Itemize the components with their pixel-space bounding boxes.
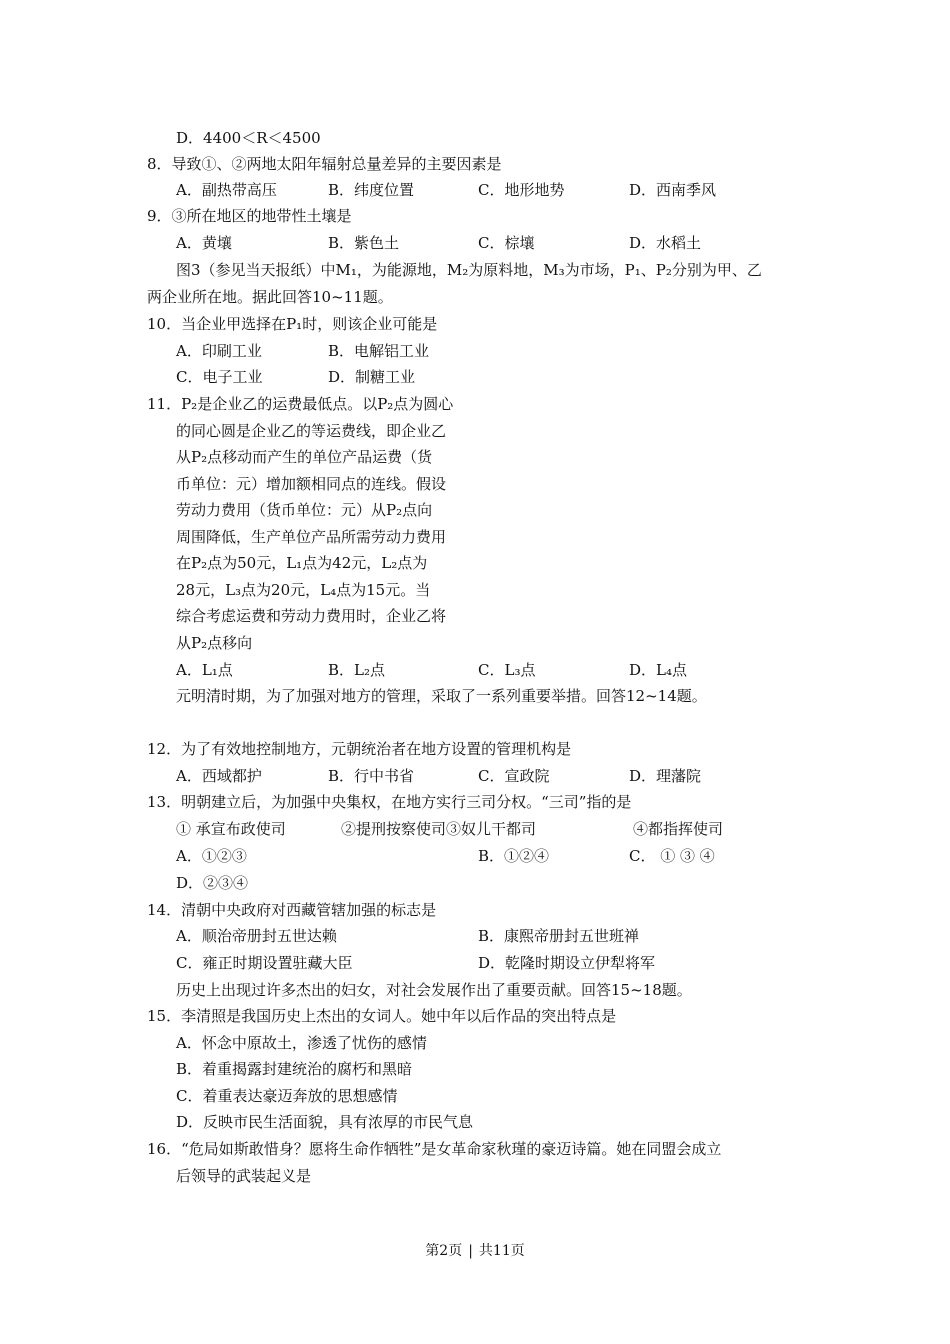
q11-option-b: B．L₂点 xyxy=(328,661,385,679)
footer-separator: | xyxy=(468,1243,473,1259)
q14-option-a: A．顺治帝册封五世达赖 xyxy=(176,927,337,945)
q12-option-d: D．理藩院 xyxy=(629,767,702,785)
question-11-line9: 综合考虑运费和劳动力费用时，企业乙将 xyxy=(176,607,447,625)
question-11-line2: 的同心圆是企业乙的等运费线，即企业乙 xyxy=(176,422,447,440)
footer-total-prefix: 共 xyxy=(478,1243,493,1259)
q12-option-a: A．西域都护 xyxy=(176,767,262,785)
q13-option-c: C． ① ③ ④ xyxy=(629,847,715,865)
q11-option-d: D．L₄点 xyxy=(629,661,688,679)
q9-option-a: A．黄壤 xyxy=(176,234,232,252)
question-11-line8: 28元，L₃点为20元，L₄点为15元。当 xyxy=(176,581,431,599)
question-12: 12．为了有效地控制地方，元朝统治者在地方设置的管理机构是 xyxy=(147,740,572,758)
q15-option-b: B．着重揭露封建统治的腐朽和黑暗 xyxy=(176,1060,413,1078)
q11-option-c: C．L₃点 xyxy=(478,661,536,679)
q12-option-b: B．行中书省 xyxy=(328,767,415,785)
q8-option-d: D．西南季风 xyxy=(629,181,717,199)
q13-option-a: A．①②③ xyxy=(176,847,247,865)
question-11-line6: 周围降低，生产单位产品所需劳动力费用 xyxy=(176,528,447,546)
intro-10-11-line2: 两企业所在地。据此回答10~11题。 xyxy=(147,288,393,306)
q14-option-d: D．乾隆时期设立伊犁将军 xyxy=(478,954,656,972)
question-11-line3: 从P₂点移动而产生的单位产品运费（货 xyxy=(176,448,433,466)
question-11-line5: 劳动力费用（货币单位：元）从P₂点向 xyxy=(176,501,433,519)
footer-total-suffix: 页 xyxy=(510,1243,525,1259)
q14-option-c: C．雍正时期设置驻藏大臣 xyxy=(176,954,353,972)
q9-option-b: B．紫色土 xyxy=(328,234,400,252)
q9-option-c: C．棕壤 xyxy=(478,234,535,252)
footer-page-number: 2 xyxy=(439,1243,449,1259)
question-11-line7: 在P₂点为50元，L₁点为42元，L₂点为 xyxy=(176,554,428,572)
q10-option-a: A．印刷工业 xyxy=(176,342,262,360)
question-16-line1: 16．“危局如斯敢惜身？愿将生命作牺牲”是女革命家秋瑾的豪迈诗篇。她在同盟会成立 xyxy=(147,1140,722,1158)
q13-item-4: ④都指挥使司 xyxy=(633,820,724,838)
question-14: 14．清朝中央政府对西藏管辖加强的标志是 xyxy=(147,901,437,919)
q13-item-2-3: ②提刑按察使司③奴儿干都司 xyxy=(341,820,537,838)
question-11-line1: 11．P₂是企业乙的运费最低点。以P₂点为圆心 xyxy=(147,395,454,413)
q13-option-b: B．①②④ xyxy=(478,847,550,865)
q15-option-a: A．怀念中原故土，渗透了忧伤的感情 xyxy=(176,1034,427,1052)
question-15: 15．李清照是我国历史上杰出的女词人。她中年以后作品的突出特点是 xyxy=(147,1007,617,1025)
intro-10-11-line1: 图3（参见当天报纸）中M₁，为能源地，M₂为原料地，M₃为市场，P₁、P₂分别为甲、乙 xyxy=(176,261,762,279)
q12-option-c: C．宣政院 xyxy=(478,767,550,785)
q7-option-d: D．4400＜R＜4500 xyxy=(176,129,321,147)
q10-option-d: D．制糖工业 xyxy=(328,368,416,386)
footer-page-suffix: 页 xyxy=(448,1243,463,1259)
question-11-line10: 从P₂点移向 xyxy=(176,634,253,652)
question-8: 8．导致①、②两地太阳年辐射总量差异的主要因素是 xyxy=(147,155,502,173)
footer-page-prefix: 第 xyxy=(425,1243,440,1259)
question-13: 13．明朝建立后，为加强中央集权，在地方实行三司分权。“三司”指的是 xyxy=(147,793,632,811)
question-16-line2: 后领导的武装起义是 xyxy=(176,1167,312,1185)
q9-option-d: D．水稻土 xyxy=(629,234,702,252)
intro-15-18: 历史上出现过许多杰出的妇女，对社会发展作出了重要贡献。回答15~18题。 xyxy=(176,981,692,999)
q13-item-1: ① 承宣布政使司 xyxy=(176,820,286,838)
q11-option-a: A．L₁点 xyxy=(176,661,233,679)
q8-option-c: C．地形地势 xyxy=(478,181,565,199)
q10-option-b: B．电解铝工业 xyxy=(328,342,430,360)
q8-option-a: A．副热带高压 xyxy=(176,181,277,199)
intro-12-14: 元明清时期，为了加强对地方的管理，采取了一系列重要举措。回答12~14题。 xyxy=(176,687,707,705)
q15-option-c: C．着重表达豪迈奔放的思想感情 xyxy=(176,1087,398,1105)
footer-total-number: 11 xyxy=(492,1243,511,1259)
page-footer xyxy=(0,1240,950,1262)
question-9: 9．③所在地区的地带性土壤是 xyxy=(147,207,352,225)
q15-option-d: D．反映市民生活面貌，具有浓厚的市民气息 xyxy=(176,1113,474,1131)
q13-option-d: D．②③④ xyxy=(176,874,249,892)
q8-option-b: B．纬度位置 xyxy=(328,181,415,199)
question-10: 10．当企业甲选择在P₁时，则该企业可能是 xyxy=(147,315,438,333)
q14-option-b: B．康熙帝册封五世班禅 xyxy=(478,927,640,945)
question-11-line4: 币单位：元）增加额相同点的连线。假设 xyxy=(176,475,447,493)
q10-option-c: C．电子工业 xyxy=(176,368,263,386)
